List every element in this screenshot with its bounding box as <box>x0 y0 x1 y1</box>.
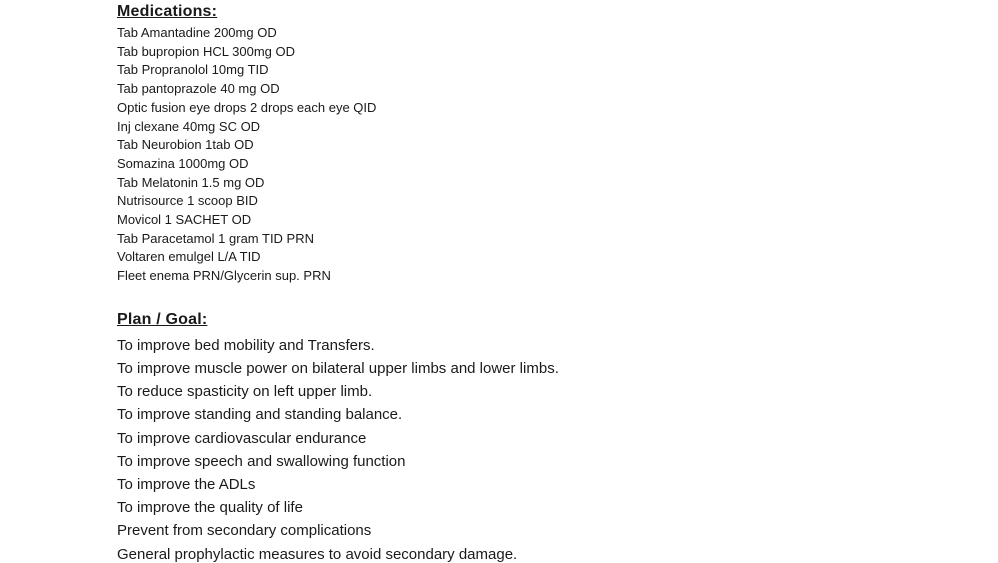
medication-item: Voltaren emulgel L/A TID <box>117 249 261 265</box>
plan-goal-item: To improve the ADLs <box>117 476 256 494</box>
medication-item: Tab pantoprazole 40 mg OD <box>117 81 280 97</box>
medication-item: Nutrisource 1 scoop BID <box>117 193 258 209</box>
plan-goal-item: Prevent from secondary complications <box>117 522 372 540</box>
medication-item: Inj clexane 40mg SC OD <box>117 118 261 134</box>
medication-item: Fleet enema PRN/Glycerin sup. PRN <box>117 268 331 284</box>
medication-item: Movicol 1 SACHET OD <box>117 212 252 228</box>
plan-goal-item: To improve speech and swallowing function <box>117 452 406 470</box>
medication-item: Tab Neurobion 1tab OD <box>117 137 254 153</box>
plan-goal-item: To improve the quality of life <box>117 499 303 517</box>
plan-goal-item: To improve muscle power on bilateral upper limbs and lower limbs. <box>117 360 559 378</box>
plan-goal-item: To improve cardiovascular endurance <box>117 429 367 447</box>
medication-item: Tab Melatonin 1.5 mg OD <box>117 174 265 190</box>
medication-item: Tab Amantadine 200mg OD <box>117 25 277 40</box>
plan-goal-list <box>117 334 998 563</box>
medications-heading: Medications: <box>117 3 218 20</box>
medications-section <box>117 2 998 286</box>
medications-list <box>117 24 998 286</box>
plan-goal-section <box>117 310 998 563</box>
plan-goal-item: To improve standing and standing balance. <box>117 406 403 424</box>
plan-goal-heading: Plan / Goal: <box>117 310 208 328</box>
plan-goal-item: To improve bed mobility and Transfers. <box>117 336 375 354</box>
medication-item: Optic fusion eye drops 2 drops each eye QID <box>117 99 377 115</box>
medication-item: Tab bupropion HCL 300mg OD <box>117 43 296 59</box>
medication-item: Somazina 1000mg OD <box>117 155 249 171</box>
medication-item: Tab Propranolol 10mg TID <box>117 62 269 78</box>
plan-goal-item: To reduce spasticity on left upper limb. <box>117 383 373 401</box>
plan-goal-item: General prophylactic measures to avoid secondary damage. <box>117 545 518 563</box>
medication-item: Tab Paracetamol 1 gram TID PRN <box>117 230 314 246</box>
